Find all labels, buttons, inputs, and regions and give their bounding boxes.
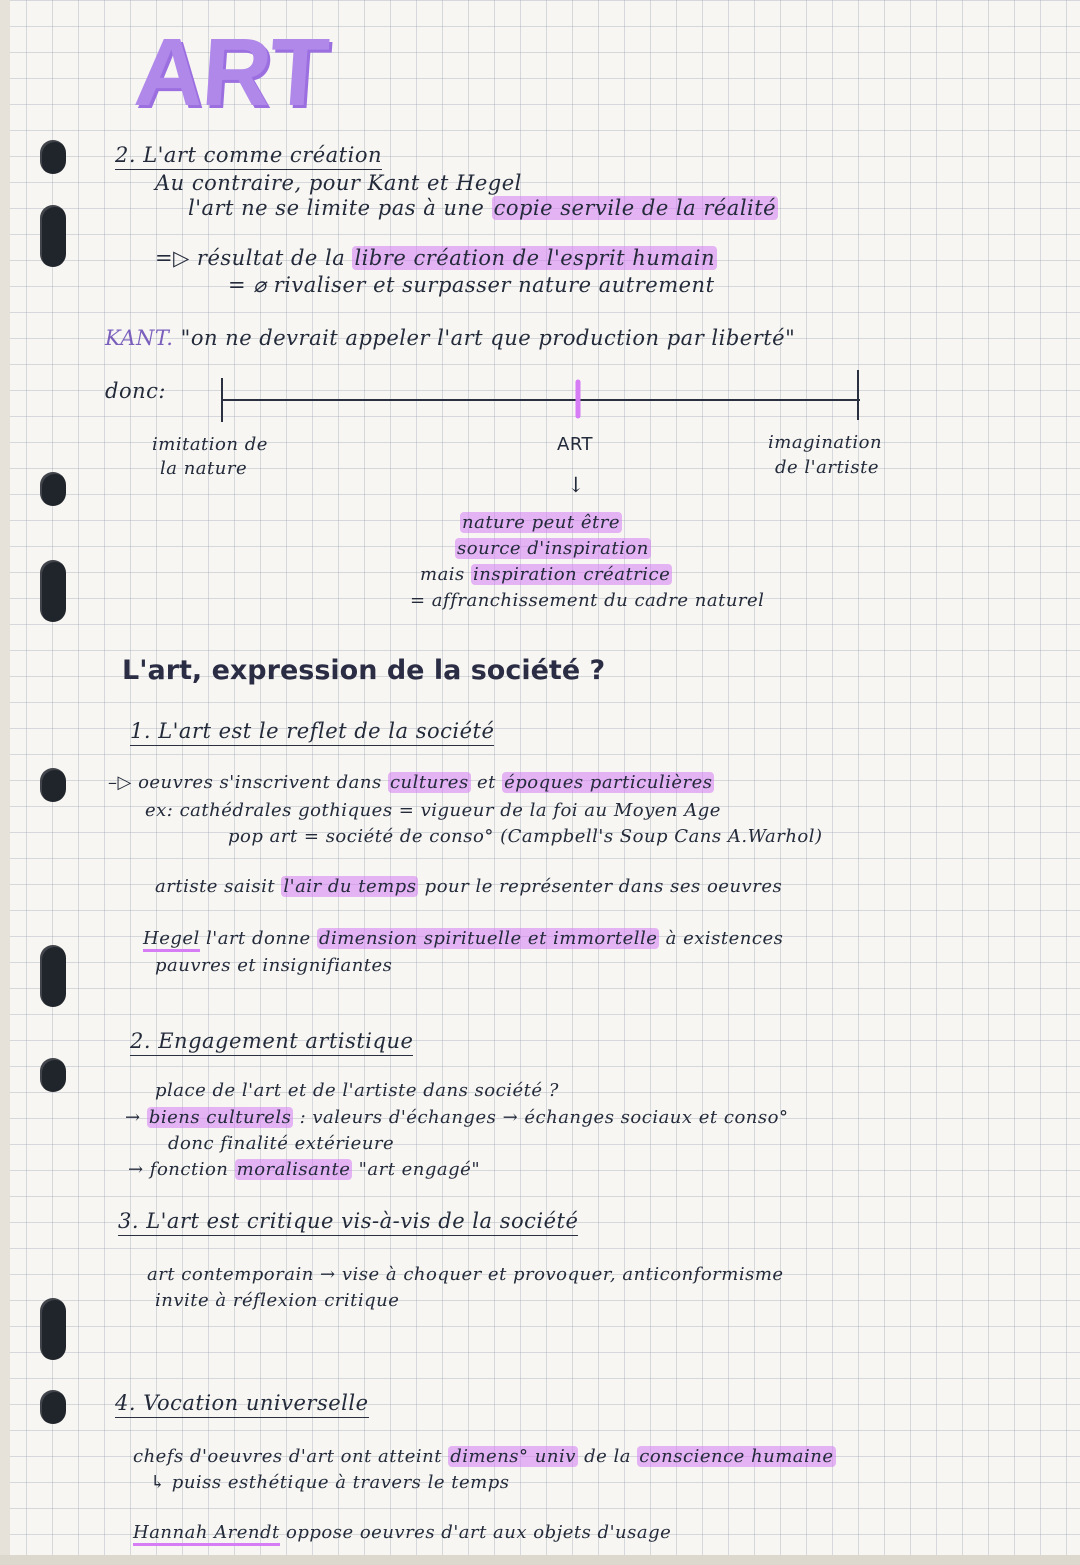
note-line: → fonction moralisante "art engagé" [128,1159,481,1180]
section-heading: L'art, expression de la société ? [122,655,606,686]
subsection-heading: 2. L'art comme création [115,142,382,170]
axis-left-label: la nature [160,458,248,479]
note-line: Au contraire, pour Kant et Hegel [155,171,522,195]
note-line: chefs d'oeuvres d'art ont atteint dimens° univ de la conscience humaine [133,1446,834,1467]
binder-hole [40,1058,66,1092]
kant-quote: KANT. "on ne devrait appeler l'art que production par liberté" [105,326,796,350]
binder-hole [40,1390,66,1424]
page-edge-bottom [0,1555,1080,1565]
note-line: donc finalité extérieure [168,1133,395,1154]
note-line: Hegel l'art donne dimension spirituelle et immortelle à existences [143,926,783,952]
note-line: = ⌀ rivaliser et surpasser nature autrement [228,273,715,297]
note-line: invite à réflexion critique [155,1290,400,1311]
binder-hole [40,768,66,802]
subsection-heading: 4. Vocation universelle [115,1390,369,1418]
note-line: → biens culturels : valeurs d'échanges → échanges sociaux et conso° [125,1107,789,1128]
note-line: artiste saisit l'air du temps pour le représenter dans ses oeuvres [155,876,783,897]
axis-label: donc: [105,379,166,403]
note-line: l'art ne se limite pas à une copie servile de la réalité [188,196,777,220]
subsection-heading: 3. L'art est critique vis-à-vis de la société [118,1208,578,1236]
axis-middle-label: ART [557,434,594,455]
note-line: ↳ puiss esthétique à travers le temps [150,1472,510,1493]
highlight: libre création de l'esprit humain [354,246,715,270]
page-title: ART [131,19,331,126]
note-line: ex: cathédrales gothiques = vigueur de la foi au Moyen Age [145,800,721,821]
note-line: art contemporain → vise à choquer et provoquer, anticonformisme [147,1264,784,1285]
note-line: =▷ résultat de la libre création de l'esprit humain [155,246,715,270]
note-line: place de l'art et de l'artiste dans société ? [155,1080,559,1101]
highlight: copie servile de la réalité [493,196,777,220]
subsection-heading: 1. L'art est le reflet de la société [130,718,494,746]
note-line: pauvres et insignifiantes [155,955,393,976]
subsection-heading: 2. Engagement artistique [130,1028,413,1056]
axis-right-label: de l'artiste [775,457,880,478]
note-line: –▷ oeuvres s'inscrivent dans cultures et époques particulières [108,772,713,793]
binder-hole [40,945,66,1007]
binder-hole [40,1298,66,1360]
arrow-down-icon: ↓ [567,473,586,497]
note-line: mais inspiration créatrice [420,564,671,585]
axis-right-label: imagination [768,432,883,453]
note-line: source d'inspiration [457,538,649,559]
axis-left-label: imitation de [152,434,268,455]
note-line: nature peut être [462,512,620,533]
note-line: = affranchissement du cadre naturel [410,590,765,611]
note-line: pop art = société de conso° (Campbell's Soup Cans A.Warhol) [228,826,823,847]
note-line: Hannah Arendt oppose oeuvres d'art aux objets d'usage [133,1520,671,1546]
